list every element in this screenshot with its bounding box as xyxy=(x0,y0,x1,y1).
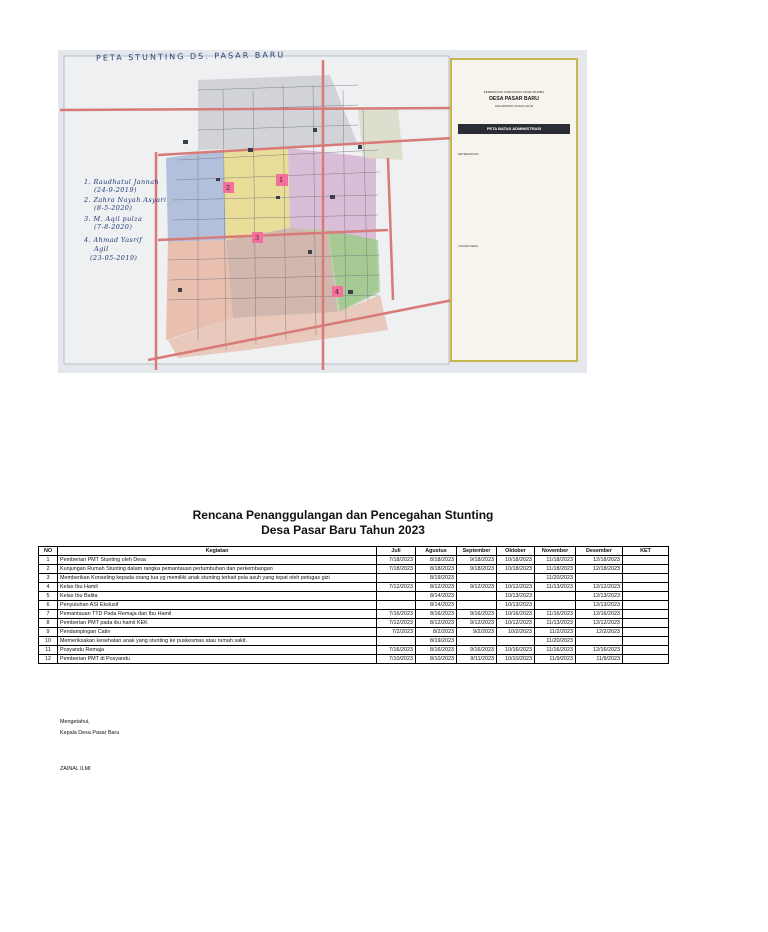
cell-desember: 12/2/2023 xyxy=(576,628,623,637)
cell-november: 11/16/2023 xyxy=(535,610,576,619)
cell-november: 11/2/2023 xyxy=(535,628,576,637)
cell-agustus: 8/18/2023 xyxy=(416,556,457,565)
cell-oktober: 10/2/2023 xyxy=(497,628,535,637)
cell-september: 9/16/2023 xyxy=(457,610,497,619)
cell-september: 9/18/2023 xyxy=(457,565,497,574)
table-row xyxy=(39,655,669,664)
cell-september xyxy=(457,574,497,583)
cell-oktober: 10/18/2023 xyxy=(497,565,535,574)
note-line-1: 1. Raudhatul Jannah xyxy=(84,178,160,186)
marker-1: 1 xyxy=(279,176,284,184)
cell-agustus: 8/16/2023 xyxy=(416,646,457,655)
signature-name: ZAINAL ILMI xyxy=(60,766,91,772)
column-header: Juli xyxy=(377,547,416,556)
cell-november: 11/13/2023 xyxy=(535,583,576,592)
cell-juli xyxy=(377,574,416,583)
table-row xyxy=(39,646,669,655)
note-line-6: (7-8-2020) xyxy=(94,223,133,231)
marker-2: 2 xyxy=(226,184,231,192)
column-header: September xyxy=(457,547,497,556)
cell-juli xyxy=(377,601,416,610)
cell-kegiatan: Posyandu Remaja xyxy=(58,646,377,655)
document-title-line-2: Desa Pasar Baru Tahun 2023 xyxy=(261,523,425,537)
cell-agustus: 8/19/2023 xyxy=(416,637,457,646)
table-row xyxy=(39,610,669,619)
cell-ket xyxy=(623,646,669,655)
cell-kegiatan: Memeriksakan kesehatan anak yang stunting ke puskesmas atau rumah sakit. xyxy=(58,637,377,646)
table-row xyxy=(39,601,669,610)
cell-agustus: 8/2/2023 xyxy=(416,628,457,637)
cell-oktober: 10/12/2023 xyxy=(497,619,535,628)
cell-september xyxy=(457,637,497,646)
signature-acknowledged: Mengetahui, xyxy=(60,719,90,725)
cell-juli: 7/2/2023 xyxy=(377,628,416,637)
table-header-row xyxy=(39,547,669,556)
cell-desember: 12/12/2023 xyxy=(576,583,623,592)
cell-kegiatan: Kelas Ibu Balita xyxy=(58,592,377,601)
cell-november: 11/20/2023 xyxy=(535,637,576,646)
column-header: November xyxy=(535,547,576,556)
legend-district: KECAMATAN KUSAN HILIR xyxy=(495,104,533,108)
cell-ket xyxy=(623,592,669,601)
note-line-7: 4. Ahmad Yasrif xyxy=(84,236,143,244)
note-line-5: 3. M. Aqil pulza xyxy=(84,215,143,223)
cell-juli: 7/16/2023 xyxy=(377,646,416,655)
cell-desember: 12/13/2023 xyxy=(576,601,623,610)
cell-juli xyxy=(377,637,416,646)
cell-desember: 12/18/2023 xyxy=(576,556,623,565)
cell-oktober: 10/16/2023 xyxy=(497,610,535,619)
note-line-4: (8-5-2020) xyxy=(94,204,133,212)
cell-september: 9/12/2023 xyxy=(457,619,497,628)
legend-location-label: LOKASI DESA xyxy=(458,244,478,248)
cell-no: 5 xyxy=(39,592,58,601)
cell-oktober xyxy=(497,574,535,583)
column-header: Kegiatan xyxy=(58,547,377,556)
cell-agustus: 8/10/2023 xyxy=(416,655,457,664)
cell-kegiatan: Pemberian PMT pada ibu hamil KEK xyxy=(58,619,377,628)
cell-oktober: 10/13/2023 xyxy=(497,592,535,601)
cell-agustus: 8/14/2023 xyxy=(416,592,457,601)
cell-no: 7 xyxy=(39,610,58,619)
table-row xyxy=(39,574,669,583)
cell-no: 4 xyxy=(39,583,58,592)
cell-kegiatan: Kunjungan Rumah Stunting dalam rangka pemantauan pertumbuhan dan perkembangan xyxy=(58,565,377,574)
table-row xyxy=(39,619,669,628)
cell-kegiatan: Pemberian PMT di Posyandu xyxy=(58,655,377,664)
legend-village: DESA PASAR BARU xyxy=(489,96,539,102)
cell-desember: 12/12/2023 xyxy=(576,619,623,628)
cell-no: 9 xyxy=(39,628,58,637)
cell-ket xyxy=(623,556,669,565)
cell-september: 9/12/2023 xyxy=(457,583,497,592)
cell-agustus: 8/16/2023 xyxy=(416,610,457,619)
cell-ket xyxy=(623,601,669,610)
column-header: Agustus xyxy=(416,547,457,556)
table-row xyxy=(39,556,669,565)
table-row xyxy=(39,583,669,592)
cell-juli: 7/10/2023 xyxy=(377,655,416,664)
cell-november: 11/18/2023 xyxy=(535,565,576,574)
cell-agustus: 8/18/2023 xyxy=(416,565,457,574)
cell-september xyxy=(457,592,497,601)
map-legend-panel xyxy=(450,58,578,362)
activity-plan-table xyxy=(38,546,669,664)
cell-juli: 7/18/2023 xyxy=(377,556,416,565)
column-header: Oktober xyxy=(497,547,535,556)
cell-september xyxy=(457,601,497,610)
cell-kegiatan: Kelas Ibu Hamil xyxy=(58,583,377,592)
cell-september: 9/18/2023 xyxy=(457,556,497,565)
cell-ket xyxy=(623,583,669,592)
cell-desember: 11/9/2023 xyxy=(576,655,623,664)
cell-desember: 12/18/2023 xyxy=(576,565,623,574)
marker-4: 4 xyxy=(335,288,340,296)
table-body xyxy=(39,556,669,664)
cell-oktober: 10/12/2023 xyxy=(497,583,535,592)
cell-desember xyxy=(576,637,623,646)
cell-no: 12 xyxy=(39,655,58,664)
cell-ket xyxy=(623,655,669,664)
column-header: NO xyxy=(39,547,58,556)
cell-kegiatan: Pendampingan Catin xyxy=(58,628,377,637)
table-row xyxy=(39,565,669,574)
legend-label: KETERANGAN xyxy=(458,152,479,156)
column-header: KET xyxy=(623,547,669,556)
table-row xyxy=(39,637,669,646)
cell-ket xyxy=(623,574,669,583)
cell-juli xyxy=(377,592,416,601)
column-header: Desember xyxy=(576,547,623,556)
cell-november: 11/16/2023 xyxy=(535,646,576,655)
cell-agustus: 8/19/2023 xyxy=(416,574,457,583)
cell-juli: 7/12/2023 xyxy=(377,583,416,592)
cell-juli: 7/12/2023 xyxy=(377,619,416,628)
cell-oktober: 10/16/2023 xyxy=(497,646,535,655)
cell-november: 11/18/2023 xyxy=(535,556,576,565)
cell-desember: 12/16/2023 xyxy=(576,610,623,619)
note-line-8: Agil xyxy=(94,245,109,253)
cell-desember: 12/13/2023 xyxy=(576,592,623,601)
note-line-9: (23-05-2019) xyxy=(90,254,138,262)
cell-agustus: 8/12/2023 xyxy=(416,619,457,628)
legend-regency: PEMERINTAH KABUPATEN TANAH BUMBU xyxy=(483,90,545,94)
cell-agustus: 8/12/2023 xyxy=(416,583,457,592)
cell-november xyxy=(535,601,576,610)
cell-no: 2 xyxy=(39,565,58,574)
map-title: PETA STUNTING DS. PASAR BARU xyxy=(95,50,286,63)
cell-no: 1 xyxy=(39,556,58,565)
cell-september: 9/16/2023 xyxy=(457,646,497,655)
cell-kegiatan: Pemberian PMT Stunting oleh Desa xyxy=(58,556,377,565)
document-title-line-1: Rencana Penanggulangan dan Pencegahan Stunting xyxy=(192,508,494,522)
cell-september: 9/11/2023 xyxy=(457,655,497,664)
marker-3: 3 xyxy=(255,234,260,242)
cell-ket xyxy=(623,619,669,628)
legend-section-band: PETA BATAS ADMINISTRASI xyxy=(458,124,570,134)
cell-juli: 7/16/2023 xyxy=(377,610,416,619)
signature-position: Kepala Desa Pasar Baru xyxy=(60,730,120,736)
cell-juli: 7/18/2023 xyxy=(377,565,416,574)
cell-no: 6 xyxy=(39,601,58,610)
cell-no: 3 xyxy=(39,574,58,583)
cell-no: 8 xyxy=(39,619,58,628)
cell-no: 10 xyxy=(39,637,58,646)
cell-oktober: 10/10/2023 xyxy=(497,655,535,664)
cell-agustus: 8/14/2023 xyxy=(416,601,457,610)
cell-oktober: 10/13/2023 xyxy=(497,601,535,610)
cell-ket xyxy=(623,628,669,637)
table-row xyxy=(39,592,669,601)
cell-desember xyxy=(576,574,623,583)
note-line-3: 2. Zahra Nayah Asyari xyxy=(84,196,167,204)
cell-oktober: 10/18/2023 xyxy=(497,556,535,565)
cell-oktober xyxy=(497,637,535,646)
cell-november: 11/20/2023 xyxy=(535,574,576,583)
cell-september: 9/2/2023 xyxy=(457,628,497,637)
cell-kegiatan: Memberikan Konseling kepada orang tua yg memiliki anak stunting terkait pola asuh yang tepat oleh petugas gizi xyxy=(58,574,377,583)
cell-no: 11 xyxy=(39,646,58,655)
cell-kegiatan: Penyuluhan ASI Ekslusif xyxy=(58,601,377,610)
cell-desember: 12/16/2023 xyxy=(576,646,623,655)
cell-november: 11/13/2023 xyxy=(535,619,576,628)
cell-november xyxy=(535,592,576,601)
cell-ket xyxy=(623,637,669,646)
cell-ket xyxy=(623,565,669,574)
table-row xyxy=(39,628,669,637)
cell-november: 11/9/2023 xyxy=(535,655,576,664)
cell-kegiatan: Pemantauan TTD Pada Remaja dan Ibu Hamil xyxy=(58,610,377,619)
note-line-2: (24-9-2019) xyxy=(94,186,137,194)
map-photo xyxy=(58,50,587,373)
cell-ket xyxy=(623,610,669,619)
